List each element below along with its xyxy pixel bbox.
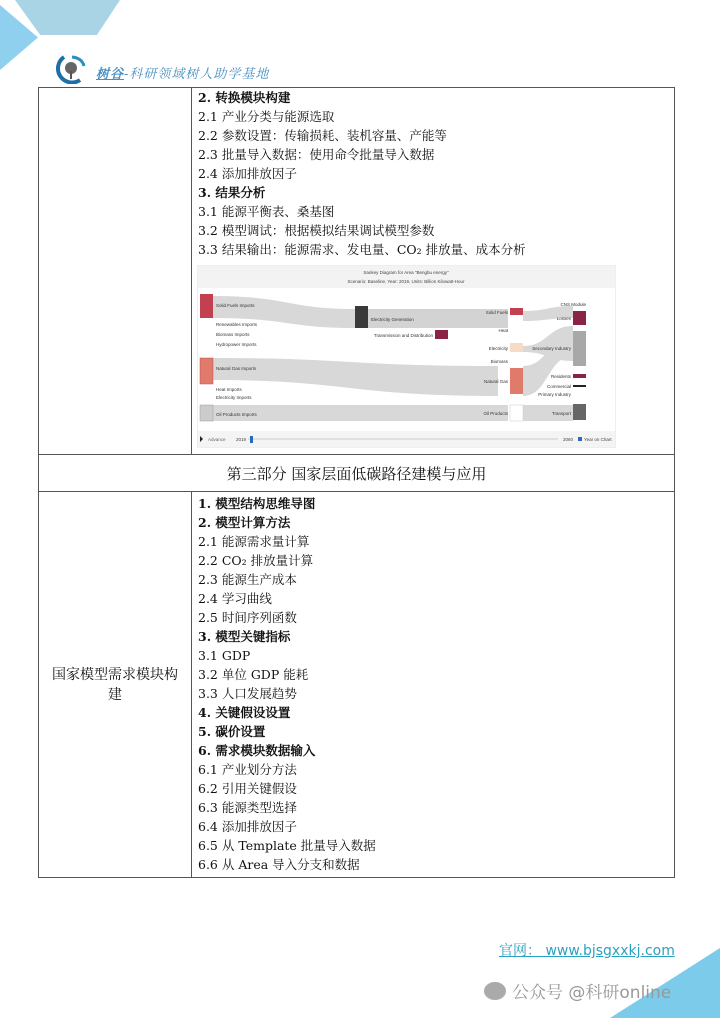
outline-line: 2.4 添加排放因子 (198, 166, 297, 181)
node-label: Electricity Imports (216, 395, 252, 400)
outline-line: 6.3 能源类型选择 (198, 800, 297, 815)
table-row (39, 492, 675, 878)
outline-line: 3.3 结果输出：能源需求、发电量、CO₂ 排放量、成本分析 (198, 242, 526, 257)
content-cell (192, 492, 675, 878)
outline-line: 4. 关键假设设置 (198, 705, 291, 720)
part3-lines (192, 492, 674, 877)
slider-end: 2060 (563, 437, 574, 442)
node-label: Solid Fuels (485, 310, 508, 315)
node-label: Renewables Imports (216, 322, 258, 327)
outline-line: 2.1 能源需求量计算 (198, 534, 310, 549)
node-label: CNS Module (560, 302, 586, 307)
outline-line: 2.3 批量导入数据：使用命令批量导入数据 (198, 147, 435, 162)
website-link[interactable]: 官网： www.bjsgxxkj.com (499, 943, 675, 959)
node-label: Natural Gas (483, 379, 508, 384)
node-label: Biomass (490, 359, 508, 364)
outline-line: 5. 碳价设置 (198, 724, 266, 739)
outline-line: 3. 结果分析 (198, 185, 266, 200)
outline-line: 2.2 CO₂ 排放量计算 (198, 553, 314, 568)
course-table (38, 87, 675, 878)
outline-line: 3.1 GDP (198, 648, 251, 663)
node-label: Hydropower Imports (216, 342, 257, 347)
node-label: Electricity (488, 346, 508, 351)
wechat-icon (484, 982, 506, 1000)
outline-line: 2.1 产业分类与能源选取 (198, 109, 335, 124)
watermark (484, 978, 671, 1003)
outline-line: 3.2 模型调试：根据模拟结果调试模型参数 (198, 223, 435, 238)
checkbox-label: Year on Chart (584, 437, 612, 442)
node-label: Natural Gas Imports (216, 366, 257, 371)
left-cell-empty (39, 88, 192, 455)
outline-line: 2. 转换模块构建 (198, 90, 291, 105)
module-label: 国家模型需求模块构建 (39, 492, 192, 878)
outline-line: 6.6 从 Area 导入分支和数据 (198, 857, 360, 872)
node-label: Oil Products Imports (216, 412, 257, 417)
node-label: Residents (550, 374, 571, 379)
logo-icon (52, 54, 86, 84)
year-checkbox[interactable] (578, 437, 582, 441)
watermark-text: 公众号 @科研online (512, 983, 672, 1003)
node-label: Primary Industry (538, 392, 571, 397)
sankey-subtitle: Scenario: Baseline, Year: 2019, Units: Billion Kilowatt-Hour (347, 279, 465, 284)
outline-line: 3.3 人口发展趋势 (198, 686, 297, 701)
part2-lines (192, 88, 674, 259)
outline-line: 6. 需求模块数据输入 (198, 743, 316, 758)
outline-line: 6.1 产业划分方法 (198, 762, 297, 777)
node-label: Heat Imports (216, 387, 242, 392)
node-label: Transport (551, 411, 571, 416)
outline-line: 2.2 参数设置：传输损耗、装机容量、产能等 (198, 128, 447, 143)
outline-line: 6.5 从 Template 批量导入数据 (198, 838, 376, 853)
outline-line: 2. 模型计算方法 (198, 515, 291, 530)
outline-line: 2.3 能源生产成本 (198, 572, 297, 587)
outline-line: 6.2 引用关键假设 (198, 781, 297, 796)
section-title: 第三部分 国家层面低碳路径建模与应用 (39, 455, 675, 492)
content-cell (192, 88, 675, 455)
node-label: Secondary Industry (532, 346, 571, 351)
slider-handle[interactable] (250, 436, 253, 443)
brand-name (96, 63, 269, 82)
brand-main: 树谷 (96, 67, 125, 82)
outline-line: 3.2 单位 GDP 能耗 (198, 667, 309, 682)
node-label: Oil Products (483, 411, 508, 416)
node-label: Heat (498, 328, 508, 333)
table-row (39, 88, 675, 455)
slider-start: 2019 (236, 437, 247, 442)
table-row (39, 455, 675, 492)
node-label: Solid Fuels Imports (216, 303, 255, 308)
brand-sub: -科研领域树人助学基地 (124, 67, 270, 82)
slider-label: Advance (208, 437, 226, 442)
sankey-diagram (197, 265, 616, 448)
outline-line: 3.1 能源平衡表、桑基图 (198, 204, 335, 219)
outline-line: 3. 模型关键指标 (198, 629, 291, 644)
outline-line: 2.5 时间序列函数 (198, 610, 297, 625)
node-label: Electricity Generation (371, 317, 414, 322)
corner-decoration (15, 0, 120, 35)
node-label: Transmission and Distribution (373, 333, 433, 338)
node-label: Losses (556, 316, 571, 321)
outline-line: 1. 模型结构思维导图 (198, 496, 316, 511)
node-label: Commercial (546, 384, 571, 389)
outline-line: 6.4 添加排放因子 (198, 819, 297, 834)
node-label: Biomass Imports (216, 332, 250, 337)
sankey-title: Sankey Diagram for Area "Bengbu energy" (363, 270, 449, 275)
outline-line: 2.4 学习曲线 (198, 591, 272, 606)
